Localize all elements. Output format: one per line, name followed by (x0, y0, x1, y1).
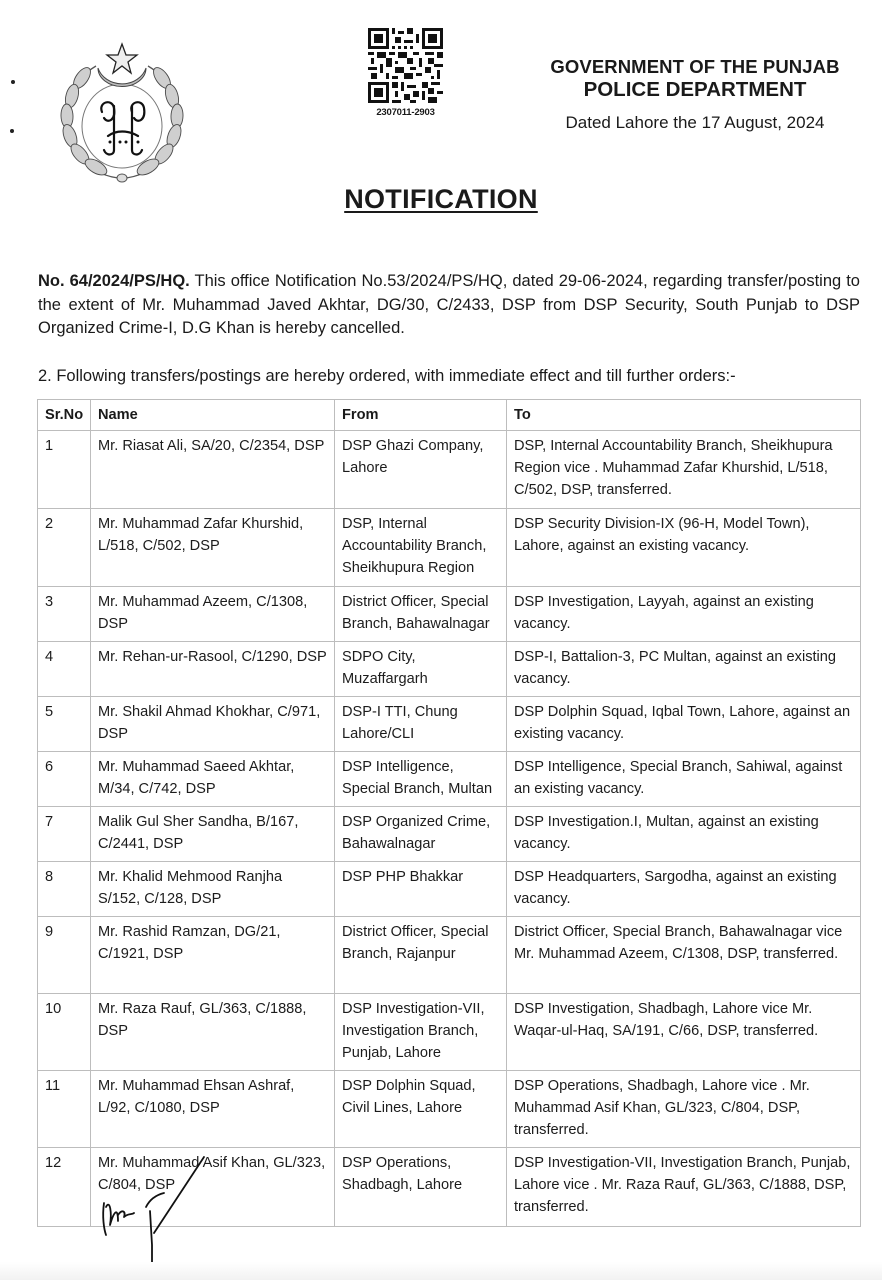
cell-sr-no: 12 (38, 1148, 91, 1227)
table-row (38, 431, 861, 509)
order-paragraph: 2. Following transfers/postings are hereby ordered, with immediate effect and till further orders:- (38, 367, 736, 385)
header-to: To (507, 400, 861, 431)
cell-to: DSP Dolphin Squad, Iqbal Town, Lahore, against an existing vacancy. (507, 697, 861, 752)
cell-sr-no: 9 (38, 917, 91, 994)
cell-to: DSP Investigation-VII, Investigation Branch, Punjab, Lahore vice . Mr. Raza Rauf, GL/363, C/1888, DSP, transferred. (507, 1148, 861, 1227)
cell-name: Mr. Shakil Ahmad Khokhar, C/971, DSP (91, 697, 335, 752)
cell-from: DSP, Internal Accountability Branch, Sheikhupura Region (335, 509, 507, 587)
transfers-table (37, 399, 861, 1227)
header-from: From (335, 400, 507, 431)
cell-sr-no: 5 (38, 697, 91, 752)
cell-from: DSP Investigation-VII, Investigation Branch, Punjab, Lahore (335, 994, 507, 1071)
cell-from: District Officer, Special Branch, Bahawalnagar (335, 587, 507, 642)
cell-to: DSP Investigation, Layyah, against an existing vacancy. (507, 587, 861, 642)
notification-number: No. 64/2024/PS/HQ. (38, 272, 190, 290)
cell-from: DSP Intelligence, Special Branch, Multan (335, 752, 507, 807)
cell-to: DSP Security Division-IX (96-H, Model Town), Lahore, against an existing vacancy. (507, 509, 861, 587)
header-sr-no: Sr.No (38, 400, 91, 431)
table-row (38, 752, 861, 807)
cell-to: DSP Investigation, Shadbagh, Lahore vice Mr. Waqar-ul-Haq, SA/191, C/66, DSP, transferred. (507, 994, 861, 1071)
margin-speck (10, 129, 14, 133)
cell-from: SDPO City, Muzaffargarh (335, 642, 507, 697)
cell-sr-no: 7 (38, 807, 91, 862)
cancellation-text: This office Notification No.53/2024/PS/HQ, dated 29-06-2024, regarding transfer/posting to the extent of Mr. Muhammad Javed Akhtar, DG/30, C/2433, DSP from DSP Security, South Punjab to DSP Organized Crime-I, D.G Khan is hereby cancelled. (38, 272, 860, 337)
table-row (38, 994, 861, 1071)
cell-name: Mr. Muhammad Zafar Khurshid, L/518, C/502, DSP (91, 509, 335, 587)
cell-name: Mr. Muhammad Azeem, C/1308, DSP (91, 587, 335, 642)
cell-from: DSP Operations, Shadbagh, Lahore (335, 1148, 507, 1227)
cell-from: DSP Ghazi Company, Lahore (335, 431, 507, 509)
cell-name: Mr. Riasat Ali, SA/20, C/2354, DSP (91, 431, 335, 509)
qr-code (368, 28, 443, 103)
page-bottom-edge (0, 1262, 882, 1280)
document-date: Dated Lahore the 17 August, 2024 (565, 113, 825, 132)
cell-sr-no: 6 (38, 752, 91, 807)
table-row (38, 917, 861, 994)
table-row (38, 807, 861, 862)
table-row (38, 642, 861, 697)
table-header-row (38, 400, 861, 431)
cell-from: DSP-I TTI, Chung Lahore/CLI (335, 697, 507, 752)
cell-name: Mr. Muhammad Saeed Akhtar, M/34, C/742, DSP (91, 752, 335, 807)
cell-sr-no: 10 (38, 994, 91, 1071)
table-row (38, 509, 861, 587)
cell-name: Mr. Raza Rauf, GL/363, C/1888, DSP (91, 994, 335, 1071)
notification-title-wrapper (0, 184, 882, 215)
cell-from: District Officer, Special Branch, Rajanpur (335, 917, 507, 994)
cell-name: Mr. Rashid Ramzan, DG/21, C/1921, DSP (91, 917, 335, 994)
cell-sr-no: 4 (38, 642, 91, 697)
header-name: Name (91, 400, 335, 431)
margin-speck (11, 80, 15, 84)
qr-code-number: 2307011-2903 (376, 107, 435, 118)
cell-from: DSP Dolphin Squad, Civil Lines, Lahore (335, 1071, 507, 1148)
notification-title: NOTIFICATION (344, 184, 538, 214)
cell-to: District Officer, Special Branch, Bahawalnagar vice Mr. Muhammad Azeem, C/1308, DSP, transferred. (507, 917, 861, 994)
cell-sr-no: 2 (38, 509, 91, 587)
government-heading: GOVERNMENT OF THE PUNJAB (550, 56, 840, 77)
cell-name: Mr. Muhammad Asif Khan, GL/323, C/804, DSP (91, 1148, 335, 1227)
cell-from: DSP PHP Bhakkar (335, 862, 507, 917)
cell-sr-no: 1 (38, 431, 91, 509)
cancellation-paragraph (38, 270, 860, 341)
cell-name: Mr. Khalid Mehmood Ranjha S/152, C/128, DSP (91, 862, 335, 917)
department-heading: POLICE DEPARTMENT (583, 78, 807, 101)
cell-name: Malik Gul Sher Sandha, B/167, C/2441, DSP (91, 807, 335, 862)
cell-to: DSP Operations, Shadbagh, Lahore vice . Mr. Muhammad Asif Khan, GL/323, C/804, DSP, transferred. (507, 1071, 861, 1148)
table-body (38, 431, 861, 1227)
table-row (38, 862, 861, 917)
table-row (38, 697, 861, 752)
cell-to: DSP-I, Battalion-3, PC Multan, against an existing vacancy. (507, 642, 861, 697)
cell-to: DSP Headquarters, Sargodha, against an existing vacancy. (507, 862, 861, 917)
cell-name: Mr. Rehan-ur-Rasool, C/1290, DSP (91, 642, 335, 697)
cell-sr-no: 3 (38, 587, 91, 642)
cell-to: DSP Investigation.I, Multan, against an existing vacancy. (507, 807, 861, 862)
table-row (38, 1071, 861, 1148)
cell-from: DSP Organized Crime, Bahawalnagar (335, 807, 507, 862)
police-crest-logo (52, 38, 192, 183)
cell-name: Mr. Muhammad Ehsan Ashraf, L/92, C/1080, DSP (91, 1071, 335, 1148)
table-row (38, 587, 861, 642)
cell-sr-no: 11 (38, 1071, 91, 1148)
cell-to: DSP, Internal Accountability Branch, Sheikhupura Region vice . Muhammad Zafar Khurshid, L/518, C/502, DSP, transferred. (507, 431, 861, 509)
cell-sr-no: 8 (38, 862, 91, 917)
cell-to: DSP Intelligence, Special Branch, Sahiwal, against an existing vacancy. (507, 752, 861, 807)
